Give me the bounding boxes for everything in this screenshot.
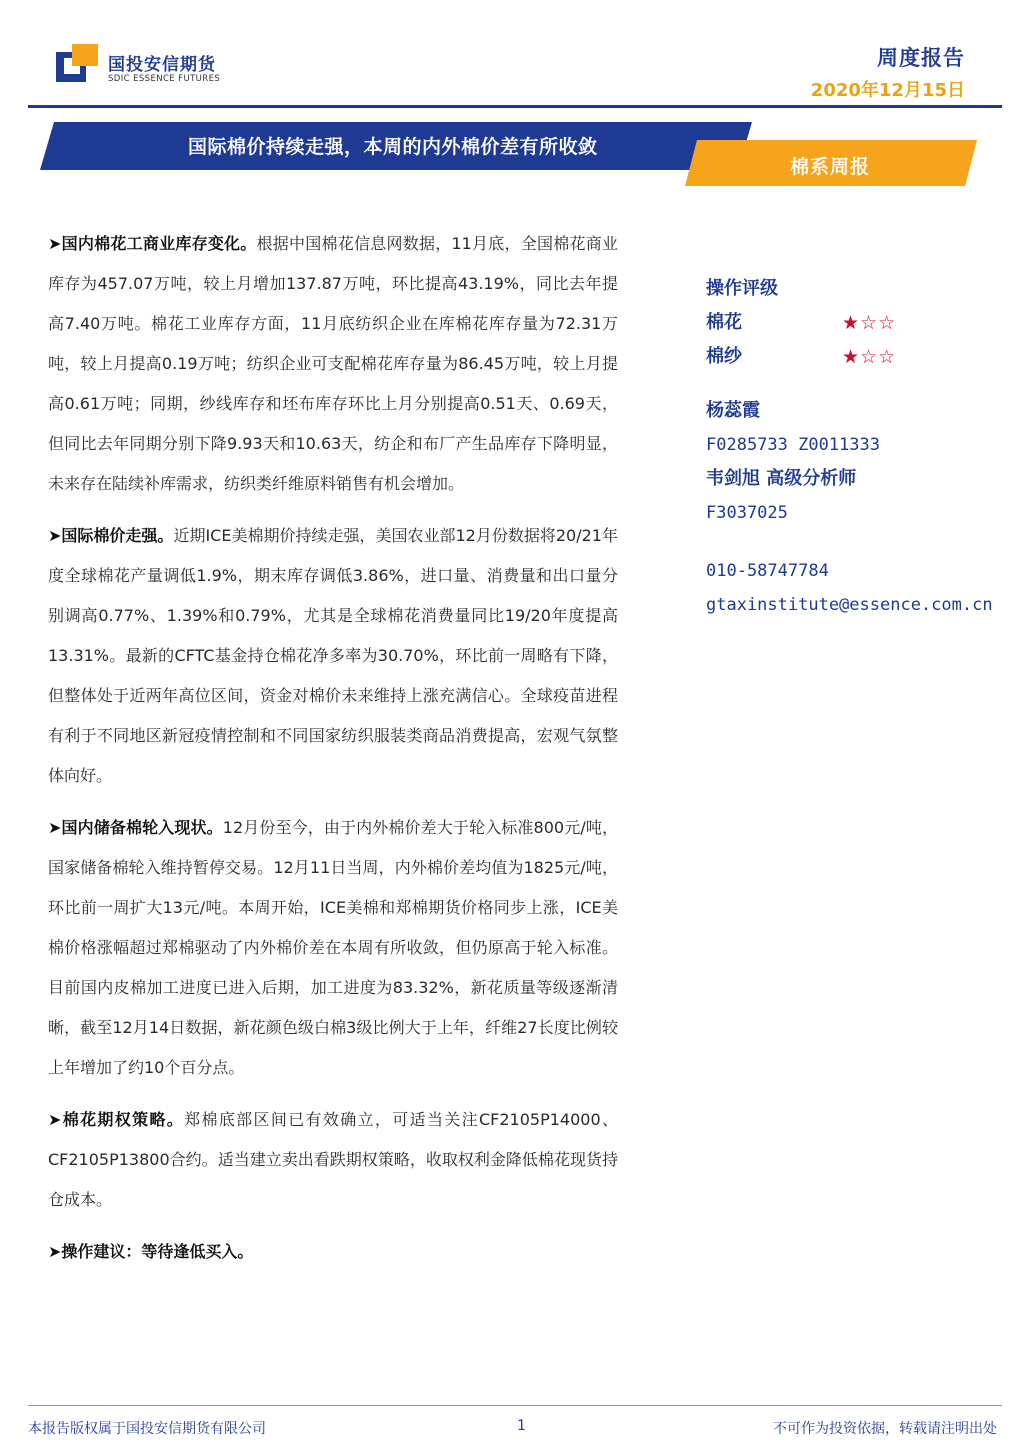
footer-disclaimer: 不可作为投资依据，转载请注明出处 bbox=[773, 1421, 997, 1437]
section-heading: 国际棉价走强。 bbox=[61, 526, 174, 545]
section-text: 等待逢低买入。 bbox=[141, 1242, 254, 1261]
report-type: 周度报告 bbox=[877, 46, 965, 70]
section-text: 近期ICE美棉期价持续走强，美国农业部12月份数据将20/21年度全球棉花产量调低1.9%，期末库存调低3.86%，进口量、消费量和出口量分别调高0.77%、1.39%和0.79%，尤其是全球棉花消费量同比19/20年度提高13.31%。最新的CFTC基金持仓棉花净多率为30.70%，环比前一周略有下降，但整体处于近两年高位区间，资金对棉价未来维持上涨充满信心。全球疫苗进程有利于不同地区新冠疫情控制和不同国家纺织服装类商品消费提高，宏观气氛整体向好。 bbox=[48, 526, 618, 785]
company-logo bbox=[56, 40, 236, 88]
arrow-icon: ➤ bbox=[48, 234, 62, 253]
rating-row-yarn bbox=[706, 340, 1016, 374]
arrow-icon: ➤ bbox=[48, 1242, 62, 1261]
section-heading: 操作建议： bbox=[61, 1242, 142, 1261]
section-heading: 国内棉花工商业库存变化。 bbox=[61, 234, 257, 253]
star-empty-icon: ☆☆ bbox=[860, 346, 897, 368]
logo-mark-icon bbox=[56, 44, 98, 86]
arrow-icon: ➤ bbox=[48, 1110, 62, 1129]
section-inventory bbox=[48, 224, 618, 504]
contact-phone: 010-58747784 bbox=[706, 561, 829, 581]
logo-name: 国投安信期货 bbox=[108, 55, 216, 75]
report-category: 棉系周报 bbox=[790, 156, 871, 178]
footer-divider bbox=[28, 1405, 1002, 1406]
star-filled-icon: ★ bbox=[842, 346, 861, 368]
star-filled-icon: ★ bbox=[842, 312, 861, 334]
section-heading: 国内储备棉轮入现状。 bbox=[61, 818, 223, 837]
section-text: 12月份至今，由于内外棉价差大于轮入标准800元/吨，国家储备棉轮入维持暂停交易。12月11日当周，内外棉价差均值为1825元/吨，环比前一周扩大13元/吨。本周开始，ICE美棉和郑棉期货价格同步上涨，ICE美棉价格涨幅超过郑棉驱动了内外棉价差在本周有所收敛，但仍原高于轮入标准。目前国内皮棉加工进度已进入后期，加工进度为83.32%，新花质量等级逐渐清晰，截至12月14日数据，新花颜色级白棉3级比例大于上年，纤维27长度比例较上年增加了约10个百分点。 bbox=[48, 818, 618, 1077]
arrow-icon: ➤ bbox=[48, 526, 62, 545]
logo-english-name: SDIC ESSENCE FUTURES bbox=[108, 74, 221, 84]
report-body bbox=[48, 224, 618, 1284]
rating-title: 操作评级 bbox=[706, 278, 778, 299]
section-text: 根据中国棉花信息网数据，11月底，全国棉花商业库存为457.07万吨，较上月增加137.87万吨，环比提高43.19%，同比去年提高7.40万吨。棉花工业库存方面，11月底纺织企业在库棉花库存量为72.31万吨，较上月提高0.19万吨；纺织企业可支配棉花库存量为86.45万吨，较上月提高0.61万吨；同期，纱线库存和坯布库存环比上月分别提高0.51天、0.69天，但同比去年同期分别下降9.93天和10.63天，纺企和布厂产生品库存下降明显，未来存在陆续补库需求，纺织类纤维原料销售有机会增加。 bbox=[48, 234, 618, 493]
footer-copyright: 本报告版权属于国投安信期货有限公司 bbox=[28, 1421, 266, 1437]
page-number: 1 bbox=[517, 1418, 526, 1434]
contact-email[interactable]: gtaxinstitute@essence.com.cn bbox=[706, 595, 993, 615]
report-headline: 国际棉价持续走强，本周的内外棉价差有所收敛 bbox=[188, 136, 598, 158]
section-heading: 棉花期权策略。 bbox=[61, 1110, 185, 1129]
rating-stars bbox=[842, 306, 896, 340]
analyst-id: F0285733 Z0011333 bbox=[706, 435, 880, 455]
rating-name: 棉纱 bbox=[706, 346, 742, 367]
arrow-icon: ➤ bbox=[48, 818, 62, 837]
analyst-name: 韦剑旭 高级分析师 bbox=[706, 468, 857, 489]
analyst-id: F3037025 bbox=[706, 503, 788, 523]
section-reserve bbox=[48, 808, 618, 1088]
analyst-name: 杨蕊霞 bbox=[706, 400, 760, 421]
rating-stars bbox=[842, 340, 896, 374]
header-divider bbox=[28, 105, 1002, 108]
section-options bbox=[48, 1100, 618, 1220]
section-text: 郑棉底部区间已有效确立，可适当关注CF2105P14000、CF2105P13800合约。适当建立卖出看跌期权策略，收取权利金降低棉花现货持仓成本。 bbox=[48, 1110, 618, 1209]
sidebar bbox=[706, 272, 1016, 622]
section-advice bbox=[48, 1232, 618, 1272]
report-date: 2020年12月15日 bbox=[810, 80, 965, 101]
rating-row-cotton bbox=[706, 306, 1016, 340]
rating-name: 棉花 bbox=[706, 312, 742, 333]
section-international bbox=[48, 516, 618, 796]
star-empty-icon: ☆☆ bbox=[860, 312, 897, 334]
